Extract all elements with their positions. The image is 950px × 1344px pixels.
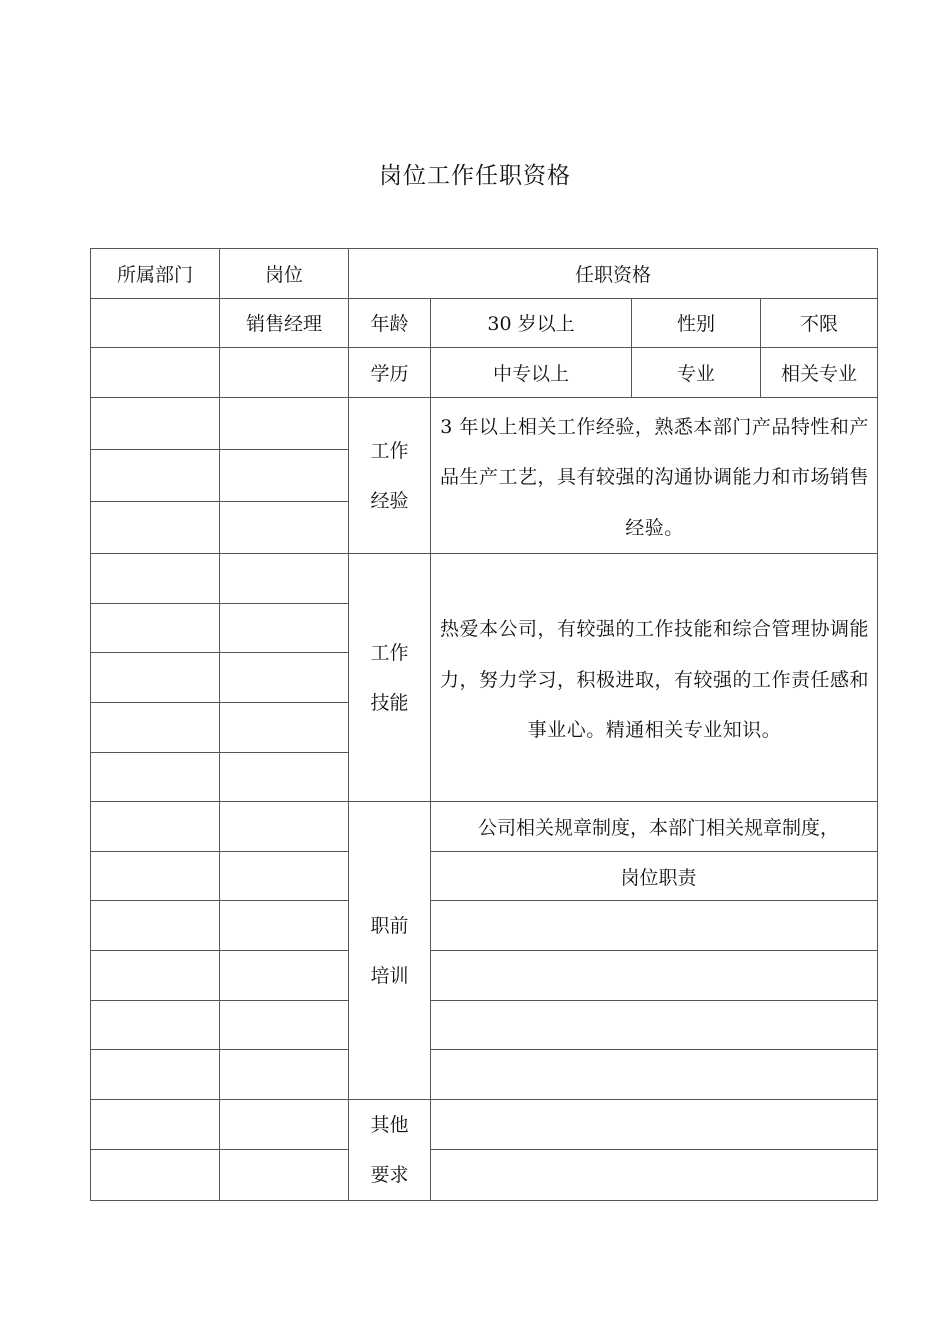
training-line1[interactable]: 公司相关规章制度，本部门相关规章制度， xyxy=(431,802,878,852)
gender-label: 性别 xyxy=(632,298,761,348)
department-cell[interactable] xyxy=(91,851,220,901)
table-row xyxy=(91,348,878,398)
department-cell[interactable] xyxy=(91,502,220,554)
department-cell[interactable] xyxy=(91,1099,220,1150)
age-value[interactable]: 30 岁以上 xyxy=(431,298,632,348)
position-cell[interactable] xyxy=(220,449,349,501)
table-row xyxy=(91,1099,878,1150)
table-row xyxy=(91,851,878,901)
experience-label-line2: 经验 xyxy=(370,489,409,512)
other-label xyxy=(349,1099,431,1200)
position-cell[interactable] xyxy=(220,851,349,901)
table-row xyxy=(91,1050,878,1100)
position-cell[interactable] xyxy=(220,1150,349,1201)
position-cell[interactable] xyxy=(220,1050,349,1100)
position-header: 岗位 xyxy=(220,249,349,299)
position-cell[interactable] xyxy=(220,901,349,951)
header-row xyxy=(91,249,878,299)
position-cell[interactable] xyxy=(220,502,349,554)
position-cell[interactable] xyxy=(220,603,349,653)
training-blank-cell[interactable] xyxy=(431,1050,878,1100)
department-cell[interactable] xyxy=(91,653,220,703)
department-cell[interactable] xyxy=(91,1150,220,1201)
position-cell[interactable] xyxy=(220,653,349,703)
position-cell[interactable] xyxy=(220,951,349,1001)
page-title: 岗位工作任职资格 xyxy=(379,163,571,189)
qualification-header: 任职资格 xyxy=(349,249,878,299)
major-label: 专业 xyxy=(632,348,761,398)
other-blank-cell[interactable] xyxy=(431,1150,878,1201)
experience-label-line1: 工作 xyxy=(370,439,409,462)
department-cell[interactable] xyxy=(91,1050,220,1100)
position-value[interactable]: 销售经理 xyxy=(220,298,349,348)
table-row xyxy=(91,1000,878,1050)
education-value[interactable]: 中专以上 xyxy=(431,348,632,398)
qualification-table xyxy=(90,248,878,1201)
training-blank-cell[interactable] xyxy=(431,1000,878,1050)
training-line2[interactable]: 岗位职责 xyxy=(431,851,878,901)
department-header: 所属部门 xyxy=(91,249,220,299)
position-cell[interactable] xyxy=(220,397,349,449)
table-row xyxy=(91,397,878,449)
table-row xyxy=(91,554,878,604)
position-cell[interactable] xyxy=(220,802,349,852)
department-cell[interactable] xyxy=(91,951,220,1001)
skills-label xyxy=(349,554,431,802)
other-label-line2: 要求 xyxy=(370,1163,409,1186)
department-cell[interactable] xyxy=(91,901,220,951)
department-cell[interactable] xyxy=(91,752,220,802)
department-cell[interactable] xyxy=(91,554,220,604)
training-label-line1: 职前 xyxy=(370,914,409,937)
department-cell[interactable] xyxy=(91,603,220,653)
skills-label-line2: 技能 xyxy=(370,691,409,714)
training-blank-cell[interactable] xyxy=(431,951,878,1001)
table-row xyxy=(91,1150,878,1201)
gender-value[interactable]: 不限 xyxy=(761,298,878,348)
department-cell[interactable] xyxy=(91,802,220,852)
position-cell[interactable] xyxy=(220,703,349,753)
age-label: 年龄 xyxy=(349,298,431,348)
training-label xyxy=(349,802,431,1100)
department-cell[interactable] xyxy=(91,298,220,348)
table-row xyxy=(91,802,878,852)
table-row xyxy=(91,951,878,1001)
position-cell[interactable] xyxy=(220,752,349,802)
training-blank-cell[interactable] xyxy=(431,901,878,951)
experience-text[interactable]: 3 年以上相关工作经验，熟悉本部门产品特性和产品生产工艺，具有较强的沟通协调能力和市场销售经验。 xyxy=(431,397,878,554)
department-cell[interactable] xyxy=(91,703,220,753)
table-row xyxy=(91,298,878,348)
table-row xyxy=(91,901,878,951)
experience-label xyxy=(349,397,431,554)
education-label: 学历 xyxy=(349,348,431,398)
position-cell[interactable] xyxy=(220,1099,349,1150)
skills-label-line1: 工作 xyxy=(370,641,409,664)
position-cell[interactable] xyxy=(220,348,349,398)
department-cell[interactable] xyxy=(91,449,220,501)
department-cell[interactable] xyxy=(91,1000,220,1050)
other-label-line1: 其他 xyxy=(370,1113,409,1136)
training-label-line2: 培训 xyxy=(370,964,409,987)
position-cell[interactable] xyxy=(220,554,349,604)
department-cell[interactable] xyxy=(91,348,220,398)
other-blank-cell[interactable] xyxy=(431,1099,878,1150)
skills-text[interactable]: 热爱本公司，有较强的工作技能和综合管理协调能力，努力学习，积极进取，有较强的工作责任感和事业心。精通相关专业知识。 xyxy=(431,554,878,802)
major-value[interactable]: 相关专业 xyxy=(761,348,878,398)
department-cell[interactable] xyxy=(91,397,220,449)
position-cell[interactable] xyxy=(220,1000,349,1050)
